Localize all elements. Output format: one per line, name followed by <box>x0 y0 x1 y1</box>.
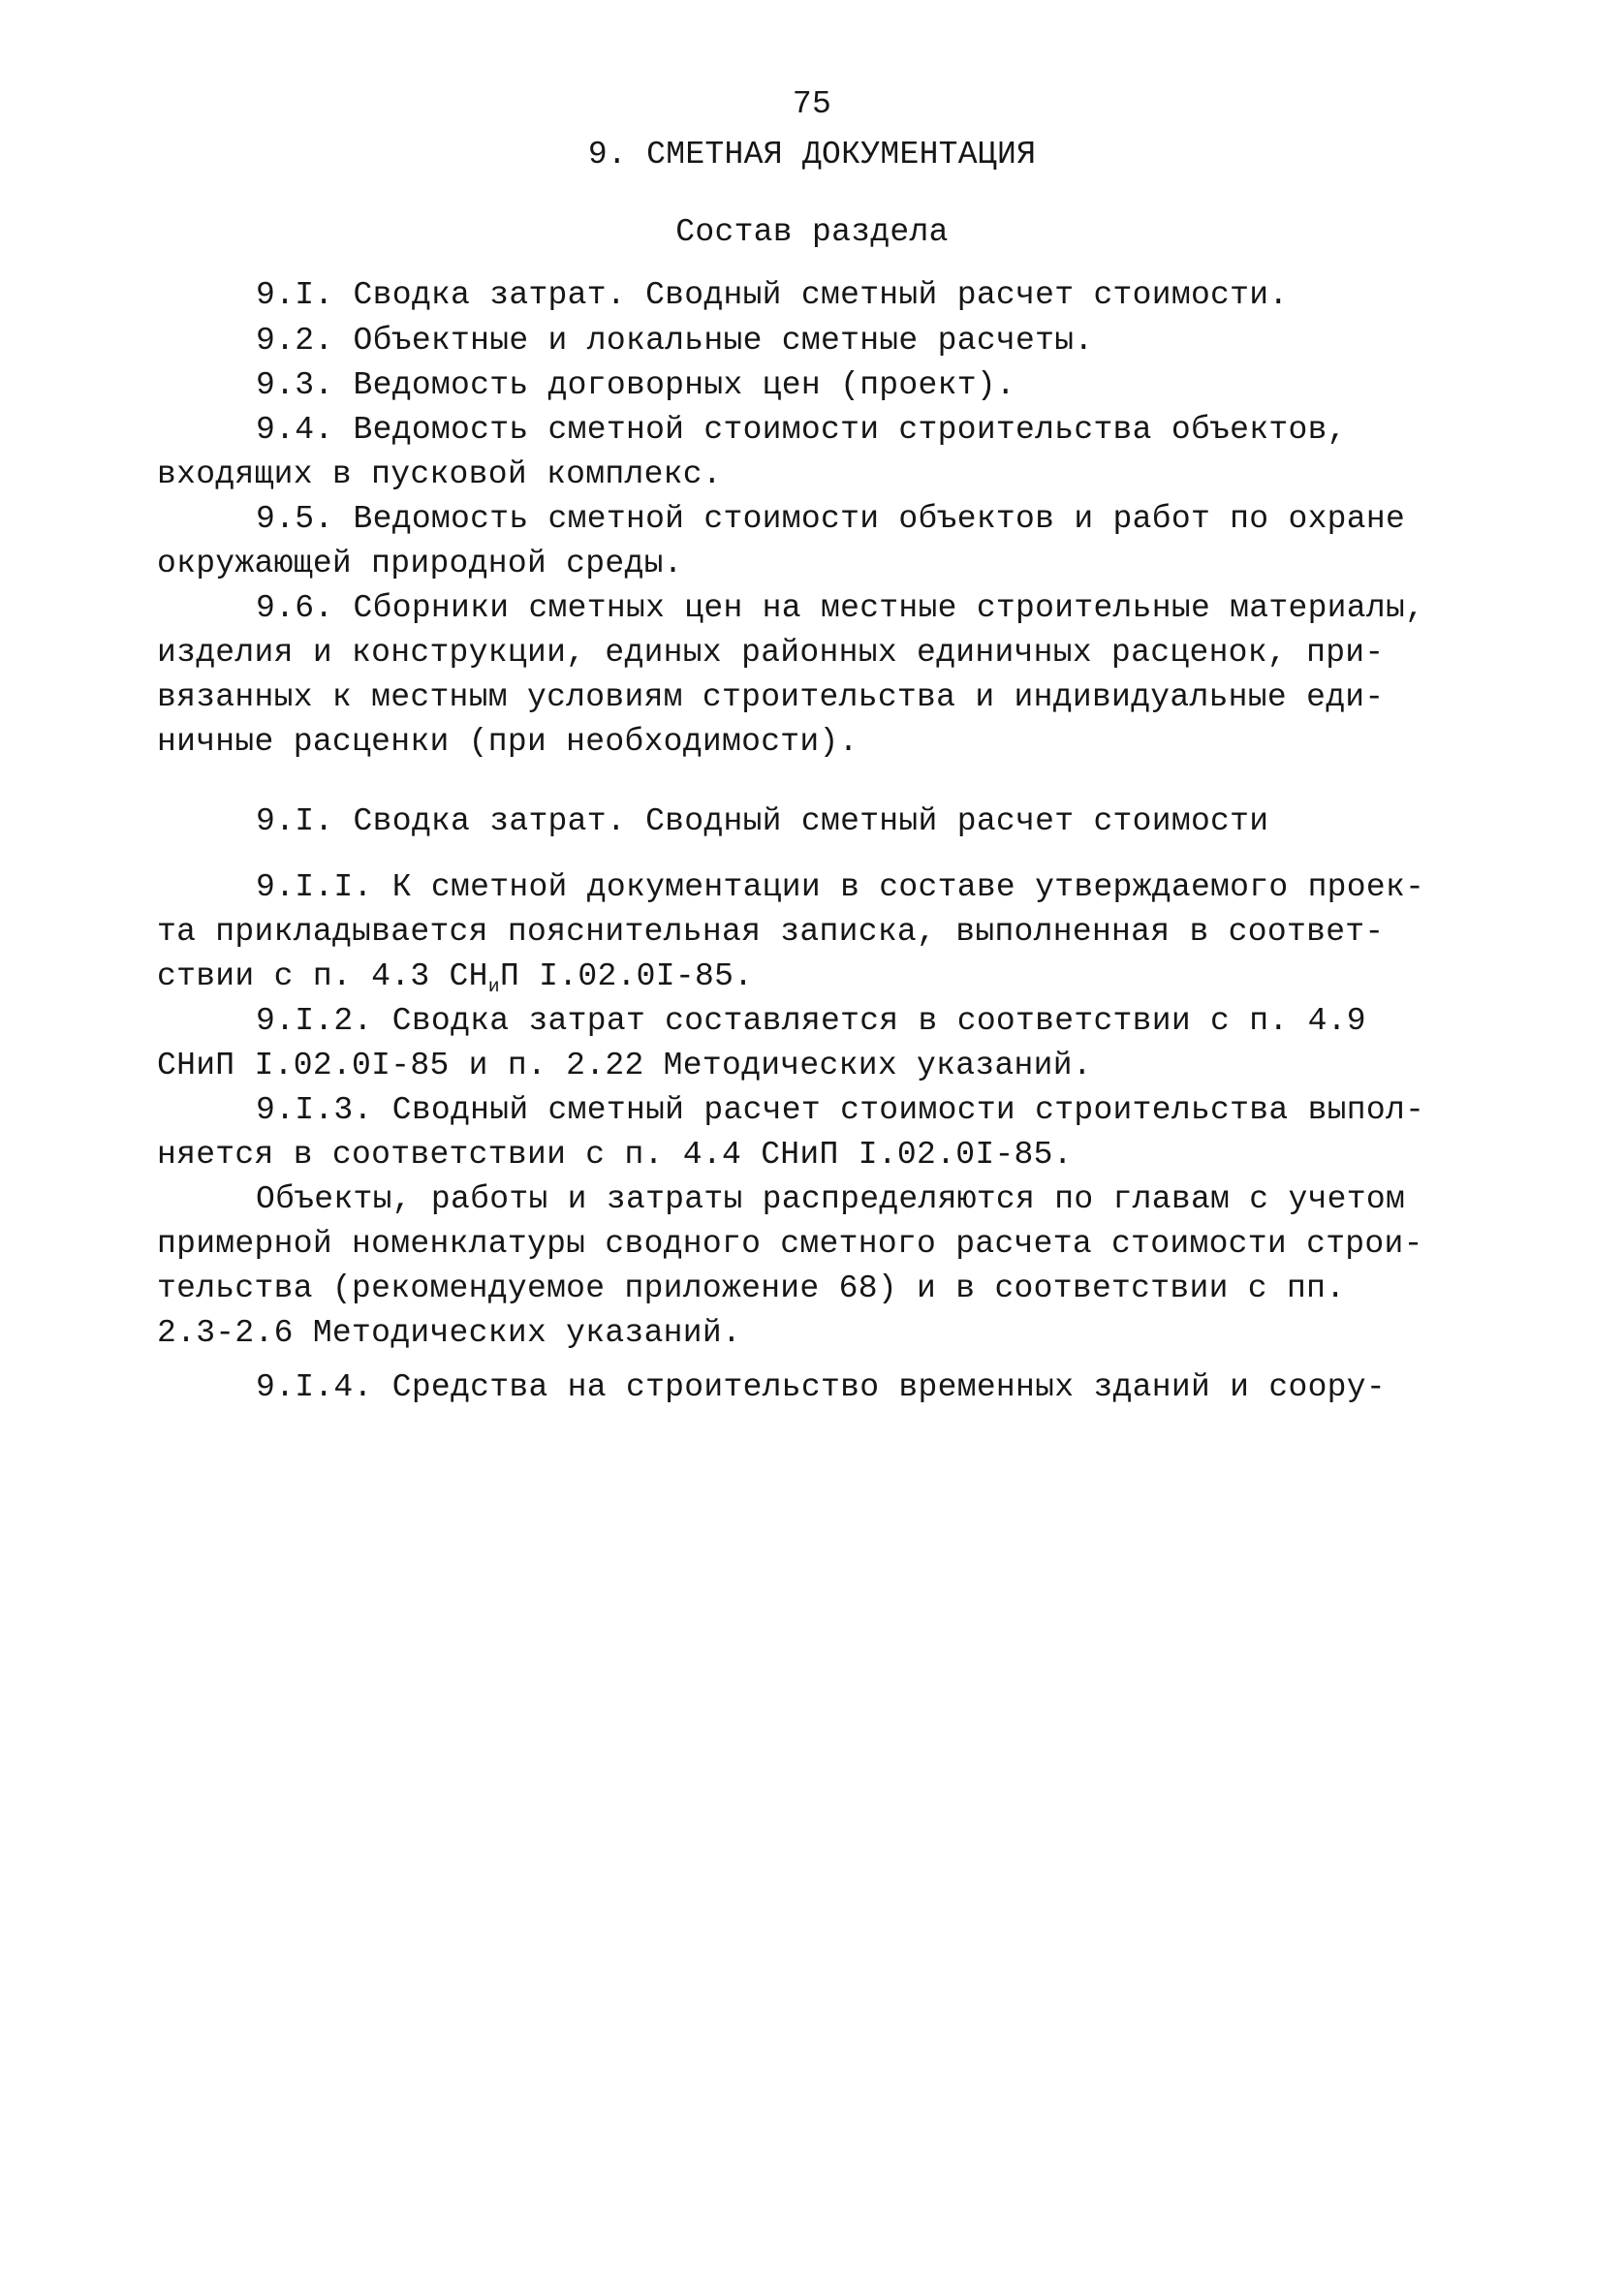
paragraph-9-1-3-cont: няется в соответствии с п. 4.4 СНиП I.02.0I-85. <box>157 1137 1073 1173</box>
contents-item-9-2: 9.2. Объектные и локальные сметные расчеты. <box>256 323 1094 359</box>
paragraph-9-1-4: 9.I.4. Средства на строительство временных зданий и соору- <box>256 1369 1386 1405</box>
contents-item-9-6: 9.6. Сборники сметных цен на местные строительные материалы, <box>256 590 1425 626</box>
snip-text-before: ствии с п. 4.3 СН <box>157 958 488 994</box>
contents-item-9-6-cont1: изделия и конструкции, единых районных единичных расценок, при- <box>157 635 1385 671</box>
subsection-heading-9-1: 9.I. Сводка затрат. Сводный сметный расчет стоимости <box>256 803 1269 839</box>
contents-item-9-4-cont: входящих в пусковой комплекс. <box>157 456 722 492</box>
paragraph-9-1-2: 9.I.2. Сводка затрат составляется в соответствии с п. 4.9 <box>256 1003 1366 1039</box>
paragraph-9-1-3: 9.I.3. Сводный сметный расчет стоимости строительства выпол- <box>256 1092 1425 1128</box>
chapter-title: 9. СМЕТНАЯ ДОКУМЕНТАЦИЯ <box>587 137 1037 172</box>
paragraph-9-1-1-cont1: та прикладывается пояснительная записка, выполненная в соответ- <box>157 914 1385 950</box>
contents-item-9-5-cont: окружающей природной среды. <box>157 546 683 581</box>
paragraph-9-1-1-cont2 <box>157 957 753 1006</box>
snip-text-after: П I.02.0I-85. <box>499 958 754 994</box>
page-number: 75 <box>792 86 832 122</box>
contents-item-9-4: 9.4. Ведомость сметной стоимости строительства объектов, <box>256 412 1347 448</box>
snip-subscript: и <box>487 975 500 997</box>
contents-item-9-1: 9.I. Сводка затрат. Сводный сметный расчет стоимости. <box>256 277 1289 313</box>
paragraph-objects-cont1: примерной номенклатуры сводного сметного расчета стоимости строи- <box>157 1226 1423 1262</box>
paragraph-9-1-1: 9.I.I. К сметной документации в составе утверждаемого проек- <box>256 869 1425 905</box>
contents-item-9-3: 9.3. Ведомость договорных цен (проект). <box>256 367 1016 403</box>
contents-item-9-6-cont2: вязанных к местным условиям строительства и индивидуальные еди- <box>157 679 1385 715</box>
contents-item-9-6-cont3: ничные расценки (при необходимости). <box>157 724 859 760</box>
section-heading: Состав раздела <box>675 214 949 250</box>
paragraph-objects-cont2: тельства (рекомендуемое приложение 68) и в соответствии с пп. <box>157 1270 1346 1306</box>
contents-item-9-5: 9.5. Ведомость сметной стоимости объектов и работ по охране <box>256 501 1406 537</box>
paragraph-objects: Объекты, работы и затраты распределяются по главам с учетом <box>256 1181 1406 1217</box>
paragraph-9-1-2-cont: СНиП I.02.0I-85 и п. 2.22 Методических указаний. <box>157 1048 1092 1083</box>
paragraph-objects-cont3: 2.3-2.6 Методических указаний. <box>157 1315 742 1351</box>
